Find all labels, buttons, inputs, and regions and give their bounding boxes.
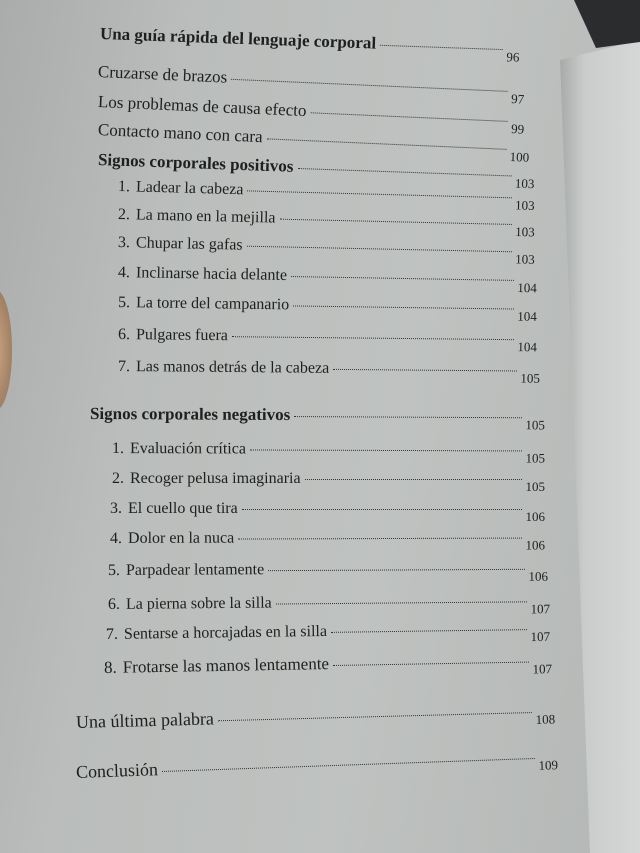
toc-entry [104, 650, 552, 678]
toc-entry [111, 440, 545, 466]
toc-entry-page: 104 [517, 279, 537, 296]
dot-leader [268, 569, 524, 571]
toc-entry [117, 206, 535, 240]
toc-entry-title: La mano en la mejilla [135, 206, 276, 227]
toc-entry-title: Signos corporales positivos [97, 150, 294, 176]
toc-entry-number: 4. [117, 264, 131, 282]
finger [0, 290, 12, 410]
toc-entry-page: 104 [517, 339, 537, 355]
toc-entry-page: 107 [530, 628, 551, 645]
toc-entry-page: 96 [506, 49, 520, 65]
dot-leader [333, 369, 516, 372]
dot-leader [247, 190, 511, 198]
toc-entry-title: Frotarse las manos lentamente [122, 654, 330, 677]
toc-entry-number: 4. [109, 529, 123, 547]
toc-entry-title: Pulgares fuera [135, 326, 229, 345]
toc-entry [110, 500, 545, 524]
dot-leader [380, 45, 503, 50]
toc-entry [117, 264, 537, 296]
toc-entry-title: Conclusión [75, 759, 159, 782]
toc-entry [117, 358, 540, 386]
dot-leader [333, 662, 528, 666]
dot-leader [250, 449, 522, 451]
toc-entry-page: 100 [509, 148, 530, 165]
toc-entry-title: Cruzarse de brazos [97, 62, 228, 87]
dot-leader [242, 509, 522, 510]
dot-leader [218, 712, 531, 721]
toc-entry-page: 103 [515, 224, 535, 240]
toc-entry-number: 3. [117, 234, 131, 252]
dot-leader [294, 416, 521, 418]
toc-entry-number: 5. [117, 294, 131, 312]
toc-entry-title: Ladear la cabeza [135, 178, 244, 199]
dot-leader [276, 601, 527, 604]
toc-entry-title: La pierna sobre la silla [125, 594, 272, 613]
toc-entry-page: 106 [525, 509, 545, 524]
toc-entry-number: 6. [117, 326, 131, 344]
toc-entry-page: 105 [520, 370, 540, 386]
toc-entry-number: 7. [105, 625, 119, 643]
dot-leader [247, 246, 512, 253]
toc-entry-title: La torre del campanario [135, 294, 290, 314]
dot-leader [279, 219, 511, 225]
toc-entry [99, 24, 520, 65]
toc-entry-page: 103 [514, 197, 535, 213]
toc-entry-page: 103 [515, 251, 535, 267]
toc-entry-title: Contacto mano con cara [97, 120, 264, 147]
toc-entry-number: 1. [111, 440, 125, 458]
toc-entry-title: Recoger pelusa imaginaria [130, 470, 301, 487]
toc-entry [117, 234, 535, 267]
toc-entry-page: 103 [514, 175, 535, 192]
toc-entry-number: 6. [107, 595, 121, 613]
toc-entry [117, 326, 537, 355]
dot-leader [310, 112, 507, 122]
toc-entry-title: Inclinarse hacia delante [135, 264, 288, 284]
toc-entry-page: 105 [525, 450, 545, 466]
toc-entry [109, 528, 546, 553]
toc-entry-title: Una última palabra [75, 708, 215, 732]
next-page-edge [560, 0, 640, 853]
toc-entry-page: 104 [517, 308, 537, 324]
dot-leader [162, 758, 534, 772]
toc-entry [107, 560, 549, 584]
dot-leader [231, 79, 507, 92]
toc-entry-title: Una guía rápida del lenguaje corporal [99, 24, 377, 53]
toc-entry-page: 107 [530, 601, 551, 617]
toc-entry-page: 106 [528, 568, 549, 584]
toc-entry-number: 7. [117, 358, 131, 376]
dot-leader [291, 276, 513, 281]
toc-entry-title: Los problemas de causa efecto [97, 92, 307, 121]
dot-leader [293, 305, 513, 309]
dot-leader [331, 629, 526, 633]
toc-entry-page: 99 [510, 121, 525, 137]
toc-entry-number: 5. [107, 561, 121, 579]
toc-entry-title: Chupar las gafas [135, 234, 243, 254]
toc-entry-number: 2. [112, 470, 124, 487]
toc-entry-number: 3. [110, 500, 122, 517]
toc-entry-page: 107 [532, 661, 553, 677]
toc-entry-page: 108 [535, 711, 556, 727]
toc-entry-number: 1. [117, 178, 131, 196]
toc-entry-page: 105 [525, 417, 545, 433]
dot-leader [305, 479, 522, 480]
toc-entry-page: 106 [525, 537, 546, 553]
toc-entry [112, 470, 545, 494]
toc-entry [89, 404, 545, 433]
toc-entry-title: Parpadear lentamente [125, 561, 265, 579]
dot-leader [297, 168, 511, 176]
toc-entry [76, 699, 555, 733]
dot-leader [267, 138, 507, 149]
toc-entry-page: 109 [538, 757, 559, 773]
toc-entry-title: Dolor en la nuca [127, 529, 235, 547]
toc-entry-number: 2. [117, 206, 131, 224]
toc-entry-title: El cuello que tira [128, 500, 238, 517]
toc-entry-title: Sentarse a horcajadas en la silla [123, 622, 328, 643]
toc-entry [106, 620, 550, 644]
dot-leader [238, 538, 521, 540]
dot-leader [232, 336, 514, 340]
toc-entry-title: Las manos detrás de la cabeza [135, 358, 330, 377]
toc-entry-page: 97 [510, 91, 525, 107]
toc-entry-page: 105 [525, 479, 545, 494]
toc-entry-number: 8. [103, 657, 117, 677]
toc-entry [117, 294, 537, 324]
toc-entry-title: Evaluación crítica [129, 440, 246, 458]
toc-entry [76, 745, 558, 783]
toc-entry [107, 592, 551, 617]
toc-entry-title: Signos corporales negativos [89, 404, 291, 425]
